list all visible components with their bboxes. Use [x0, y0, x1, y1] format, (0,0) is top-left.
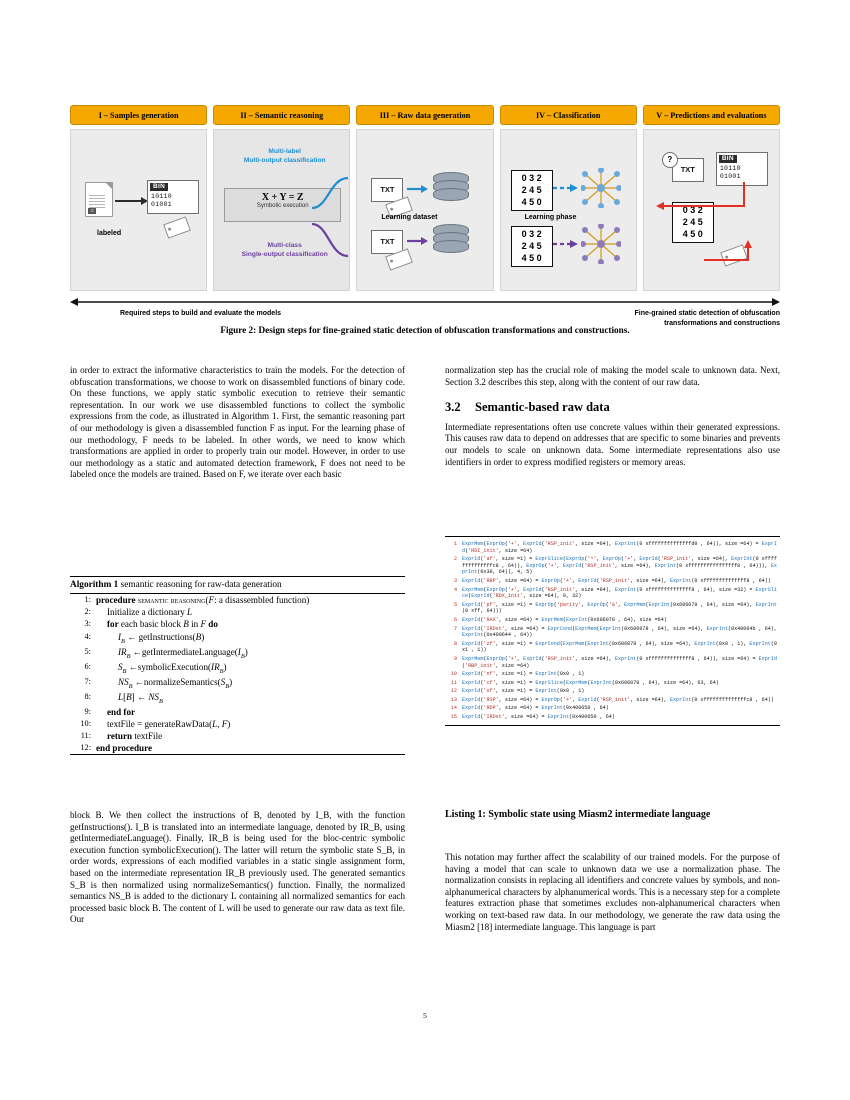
algorithm-line-number: 8:: [84, 691, 91, 701]
right-paragraph-3: This notation may further affect the scalability of our trained models. For the purpose of having a model that can scale to unknown data we use a normalization phase. The normalization consists in replacing all identifiers and concrete values by symbols, and non-alphanumerical characters by alphanumerical words. This is a necessary step for a complete features extraction phase that sometimes excludes non-alphanumerical characters when working on text-based raw data. In our methodology, we generate the raw data using the Miasm2 [18] intermediate language. This language is part: [445, 852, 780, 932]
algorithm-line-number: 5:: [84, 646, 91, 656]
listing-caption: Listing 1: Symbolic state using Miasm2 intermediate language: [445, 809, 711, 820]
listing-code: ExprMem(ExprOp('+', ExprId('RSP_init', size =64), ExprInt(0 xffffffffffffff8 , 64), size =32) = ExprSlice(ExprId('RDX_init', size =64), 0, 32): [462, 586, 777, 600]
algorithm-lines: [70, 594, 405, 754]
algorithm-1-block: [70, 576, 405, 755]
algorithm-line: [70, 718, 405, 730]
page-number: 5: [423, 1011, 427, 1020]
figure-panel-raw-data-generation: [356, 129, 493, 291]
algorithm-line-text: L[B] ← $NS_B$: [118, 691, 163, 705]
left-column: [70, 365, 405, 488]
arrow-to-model-top: [553, 182, 579, 194]
listing-line-number: 8: [453, 640, 457, 647]
listing-line: [445, 696, 780, 705]
arrow-to-purple-branch: [310, 216, 350, 276]
listing-line-number: 12: [450, 688, 457, 695]
listing-code: ExprId('RSP', size =64) = ExprOp('+', ExprId('RSP_init', size =64), ExprInt(0 xffffffffffffffc8 , 64)): [462, 696, 774, 703]
neural-net-icon-bottom: [581, 224, 621, 264]
algorithm-line: [70, 631, 405, 646]
listing-line-number: 7: [453, 625, 457, 632]
listing-code: ExprId('of', size =1) = ExprInt(0x0 , 1): [462, 688, 585, 695]
source-file-icon: [85, 182, 113, 217]
listing-code: ExprId('zf', size =1) = ExprCond(ExprMem(ExprInt(0x606078 , 64), size =64), ExprInt(0x0 , 1), ExprInt(0x1 , 1)): [462, 640, 777, 654]
bin-bits-2: 01001: [151, 201, 173, 208]
listing-code: ExprId('IRDst', size =64) = ExprCond(ExprMem(ExprInt(0x606078 , 64), size =64), ExprInt(0x40064b , 64), ExprInt(0x400644 , 64)): [462, 625, 777, 639]
listing-code: ExprMem(ExprOp('+', ExprId('RSP_init', size =64), ExprInt(0 xffffffffffffff8 , 64)), size =64) = ExprId('RBP_init', size =64): [462, 655, 777, 669]
section-number: 3.2: [445, 400, 461, 415]
listing-line-number: 2: [453, 556, 457, 563]
arrow-compile: [115, 196, 149, 206]
listing-line: [445, 586, 780, 601]
digits-matrix-top: 0 3 2 2 4 5 4 5 0: [511, 170, 553, 211]
algorithm-line: [70, 606, 405, 618]
algorithm-line-number: 11:: [80, 730, 91, 740]
bin-bits-1: 10110: [151, 193, 173, 200]
algorithm-line-text: end for: [107, 706, 136, 717]
figure-header-1: I – Samples generation: [70, 105, 207, 125]
learning-phase-text: Learning phase: [524, 214, 577, 221]
algorithm-line: [70, 676, 405, 691]
right-paragraph-2: Intermediate representations often use concrete values within their generated expressions. This causes raw data to depend on addresses that are specific to some binaries and prevents our models to scale on unknown data. Some intermediate representations also use identifiers in order to express modified registers or memory areas.: [445, 421, 780, 467]
figure-bottom-axis: [70, 295, 780, 309]
listing-line: [445, 540, 780, 555]
algorithm-line: [70, 618, 405, 630]
figure-stage-panels: [70, 129, 780, 291]
algorithm-line-text: for each basic block B in F do: [107, 619, 218, 630]
section-heading-3-2: [445, 402, 780, 414]
listing-line-number: 5: [453, 601, 457, 608]
figure-2: [70, 105, 780, 339]
algorithm-line: [70, 646, 405, 661]
algorithm-line: [70, 594, 405, 606]
single-output-text: Single-output classification: [241, 251, 328, 258]
algorithm-line-text: end procedure: [96, 743, 152, 754]
label-tag-icon: [163, 216, 191, 238]
listing-line-number: 13: [450, 696, 457, 703]
algorithm-line-number: 10:: [80, 718, 91, 728]
algorithm-line-text: return textFile: [107, 730, 163, 741]
listing-line: [445, 625, 780, 640]
listing-code: ExprId('RBP', size =64) = ExprOp('+', ExprId('RSP_init', size =64), ExprInt(0 xffffffffffffff8 , 64)): [462, 577, 771, 584]
txt-file-icon-top: TXT: [371, 178, 403, 202]
listing-line: [445, 616, 780, 625]
figure-panel-classification: [500, 129, 637, 291]
arrow-txt-to-db-bottom: [407, 235, 429, 247]
red-feedback-arrows: [652, 148, 762, 268]
required-steps-text: Required steps to build and evaluate the models: [120, 310, 282, 317]
algorithm-line-number: 7:: [84, 676, 91, 686]
listing-line-number: 1: [453, 541, 457, 547]
listing-line-number: 3: [453, 577, 457, 584]
algorithm-line: [70, 706, 405, 718]
listing-code: ExprId('cf', size =1) = ExprSlice(ExprMem(ExprInt(0x606078 , 64), size =64), 63, 64): [462, 679, 719, 686]
figure-header-5: V – Predictions and evaluations: [643, 105, 780, 125]
question-mark-badge: ?: [662, 152, 678, 168]
algorithm-line-text: Initialize a dictionary L: [107, 607, 193, 618]
listing-line: [445, 601, 780, 616]
listing-line: [445, 555, 780, 577]
algorithm-line-text: $NS_B$ $\leftarrow normalizeSemantics(S_B)$: [118, 676, 233, 690]
listing-line-number: 6: [453, 616, 457, 623]
algorithm-line-text: $I_B$ ← getInstructions(B): [118, 631, 205, 645]
fine-grained-line1: Fine-grained static detection of obfuscation: [634, 310, 780, 317]
labeled-text: labeled: [97, 230, 122, 237]
multi-class-text: Multi-class: [267, 242, 302, 249]
algorithm-line: [70, 661, 405, 676]
source-ext-label: .c: [90, 208, 94, 214]
figure-header-3: III – Raw data generation: [356, 105, 493, 125]
listing-code: ExprId('af', size =1) = ExprSlice(ExprOp('^', ExprOp('+', ExprId('RSP_init', size =64), ExprInt(0 xffffffffffffffc8 , 64)), ExprOp('+', ExprId('RSP_init', size =64), ExprInt(0 xffffffffffffffff8 , 64))), ExprInt(0x30, 64)), 4, 5): [462, 556, 777, 576]
multi-label-text: Multi-label: [268, 148, 301, 155]
binary-file-icon: [147, 180, 199, 214]
database-icon-bottom: [433, 224, 467, 258]
algorithm-line: [70, 742, 405, 754]
figure-stage-headers: [70, 105, 780, 125]
listing-code: ExprId('pf', size =1) = ExprOp('parity', ExprOp('&', ExprMem(ExprInt(0x606078 , 64), size =64), ExprInt(0 xff, 64))): [462, 601, 777, 615]
algorithm-line-number: 3:: [84, 619, 91, 629]
symbolic-formula: X + Y = Z: [261, 192, 304, 203]
bin-bits-2b: 01001: [719, 173, 741, 180]
left-paragraph-1: in order to extract the informative characteristics to train the models. For the detection of obfuscation transformations, we choose to work on disassembled functions of binary code. On these functions, we apply static symbolic execution to retrieve their semantic representation. In our work we use disassembled functions to collect the symbolic expressions from the code, as illustrated in Algorithm 1. First, the semantic reasoning part of our methodology is given a disassembled function F as input. For the learning phase of our methodology, F needs to be labeled. In other words, we need to know which transformations are applied in order to properly train our model. However, in order to use our methodology as a static and automated detection framework, F does not need to be labeled once the models are trained. Based on F, we iterate over each basic: [70, 365, 405, 480]
listing-line-number: 14: [450, 705, 457, 712]
listing-line: [445, 704, 780, 713]
figure-panel-predictions: [643, 129, 780, 291]
listing-line: [445, 679, 780, 688]
figure-header-2: II – Semantic reasoning: [213, 105, 350, 125]
figure-header-4: IV – Classification: [500, 105, 637, 125]
algorithm-line-number: 6:: [84, 661, 91, 671]
txt-file-icon-unknown: TXT: [672, 158, 704, 182]
listing-code: ExprMem(ExprOp('+', ExprId('RSP_init', size =64), ExprInt(0 xffffffffffffffd0 , 64)), size =64) = ExprId('RDI_init', size =64): [462, 541, 777, 554]
figure-caption: Figure 2: Design steps for fine-grained static detection of obfuscation transformations and constructions.: [220, 325, 630, 335]
digits-matrix-bottom: 0 3 2 2 4 5 4 5 0: [511, 226, 553, 267]
listing-line: [445, 687, 780, 696]
fine-grained-line2: transformations and constructions: [664, 320, 780, 327]
algorithm-line-number: 12:: [80, 743, 91, 753]
right-column-continued: [445, 852, 780, 940]
listing-line-number: 4: [453, 586, 457, 593]
algorithm-line-number: 9:: [84, 706, 91, 716]
figure-panel-samples-generation: [70, 129, 207, 291]
multi-output-text: Multi-output classification: [243, 157, 326, 164]
algorithm-line-number: 2:: [84, 607, 91, 617]
listing-line-number: 10: [450, 671, 457, 678]
learning-dataset-text: Learning dataset: [381, 214, 438, 221]
algorithm-line-text: $IR_B$ $\leftarrow getIntermediateLanguage(I_B)$: [118, 646, 248, 660]
listing-code: ExprId('nf', size =1) = ExprInt(0x0 , 1): [462, 671, 585, 678]
figure-panel-semantic-reasoning: [213, 129, 350, 291]
database-icon-top: [433, 172, 467, 206]
algo-rule-bottom: [70, 754, 405, 755]
bin-bits-1b: 10110: [719, 165, 741, 172]
listing-line: [445, 713, 780, 722]
bin-label-2: BIN: [719, 155, 737, 163]
algorithm-number: Algorithm 1: [70, 580, 119, 590]
listing-line: [445, 670, 780, 679]
bin-label: BIN: [150, 183, 168, 191]
listing-lines: [445, 540, 780, 722]
listing-line: [445, 655, 780, 670]
left-paragraph-2: block B. We then collect the instructions of B, denoted by I_B, with the function getInstructions(). I_B is translated into an intermediate language, denoted by IR_B, using getIntermediateLanguage(). Finally, IR_B is being used for the bloc-centric symbolic execution function symbolicExecution(). The latter will return the symbolic state S_B, in order words, expressions of each modified variables in a static single assignment form, based on the intermediate representation IR_B previously used. The generated semantics S_B is then normalized using normalizeSemantics() function. Finally, the normalized semantics NS_B is added to the dictionary L containing all normalized semantics for each processed basic block B. The content of L will be used to generate our raw data as text file. Our: [70, 810, 405, 925]
algorithm-line-text: procedure semantic reasoning(F: a disassembled function): [96, 595, 310, 605]
digits-matrix-prediction: 0 3 2 2 4 5 4 5 0: [672, 202, 714, 243]
neural-net-icon-top: [581, 168, 621, 208]
algorithm-title-text: semantic reasoning for raw-data generation: [120, 580, 282, 590]
algorithm-line: [70, 691, 405, 706]
algorithm-line: [70, 730, 405, 742]
algorithm-line-text: $S_B$ $\leftarrow symbolicExecution(IR_B)$: [118, 661, 227, 675]
algorithm-line-text: textFile = generateRawData(L, F): [107, 718, 231, 729]
listing-line-number: 15: [450, 714, 457, 721]
algorithm-title: [70, 577, 405, 593]
symbolic-subtitle: Symbolic execution: [256, 203, 309, 209]
algorithm-line-number: 4:: [84, 631, 91, 641]
arrow-to-model-bottom: [553, 238, 579, 250]
algorithm-line-number: 1:: [84, 595, 91, 604]
listing-1-block: [445, 536, 780, 726]
listing-code: ExprId('IRDst', size =64) = ExprInt(0x400650 , 64): [462, 714, 615, 721]
listing-line: [445, 640, 780, 655]
arrow-txt-to-db-top: [407, 183, 429, 195]
listing-line-number: 11: [450, 679, 457, 686]
section-title: Semantic-based raw data: [475, 400, 610, 415]
txt-file-icon-bottom: TXT: [371, 230, 403, 254]
right-paragraph-1: normalization step has the crucial role of making the model scale to unknown data. Next, Section 3.2 describes this step, along with the content of our raw data.: [445, 365, 780, 387]
listing-code: ExprId('RAX', size =64) = ExprMem(ExprInt(0x606078 , 64), size =64): [462, 616, 667, 623]
listing-line: [445, 577, 780, 586]
listing-code: ExprId('RDP', size =64) = ExprInt(0x400650 , 64): [462, 705, 609, 712]
left-column-continued: [70, 810, 405, 933]
right-column: [445, 365, 780, 475]
listing-line-number: 9: [453, 655, 457, 662]
